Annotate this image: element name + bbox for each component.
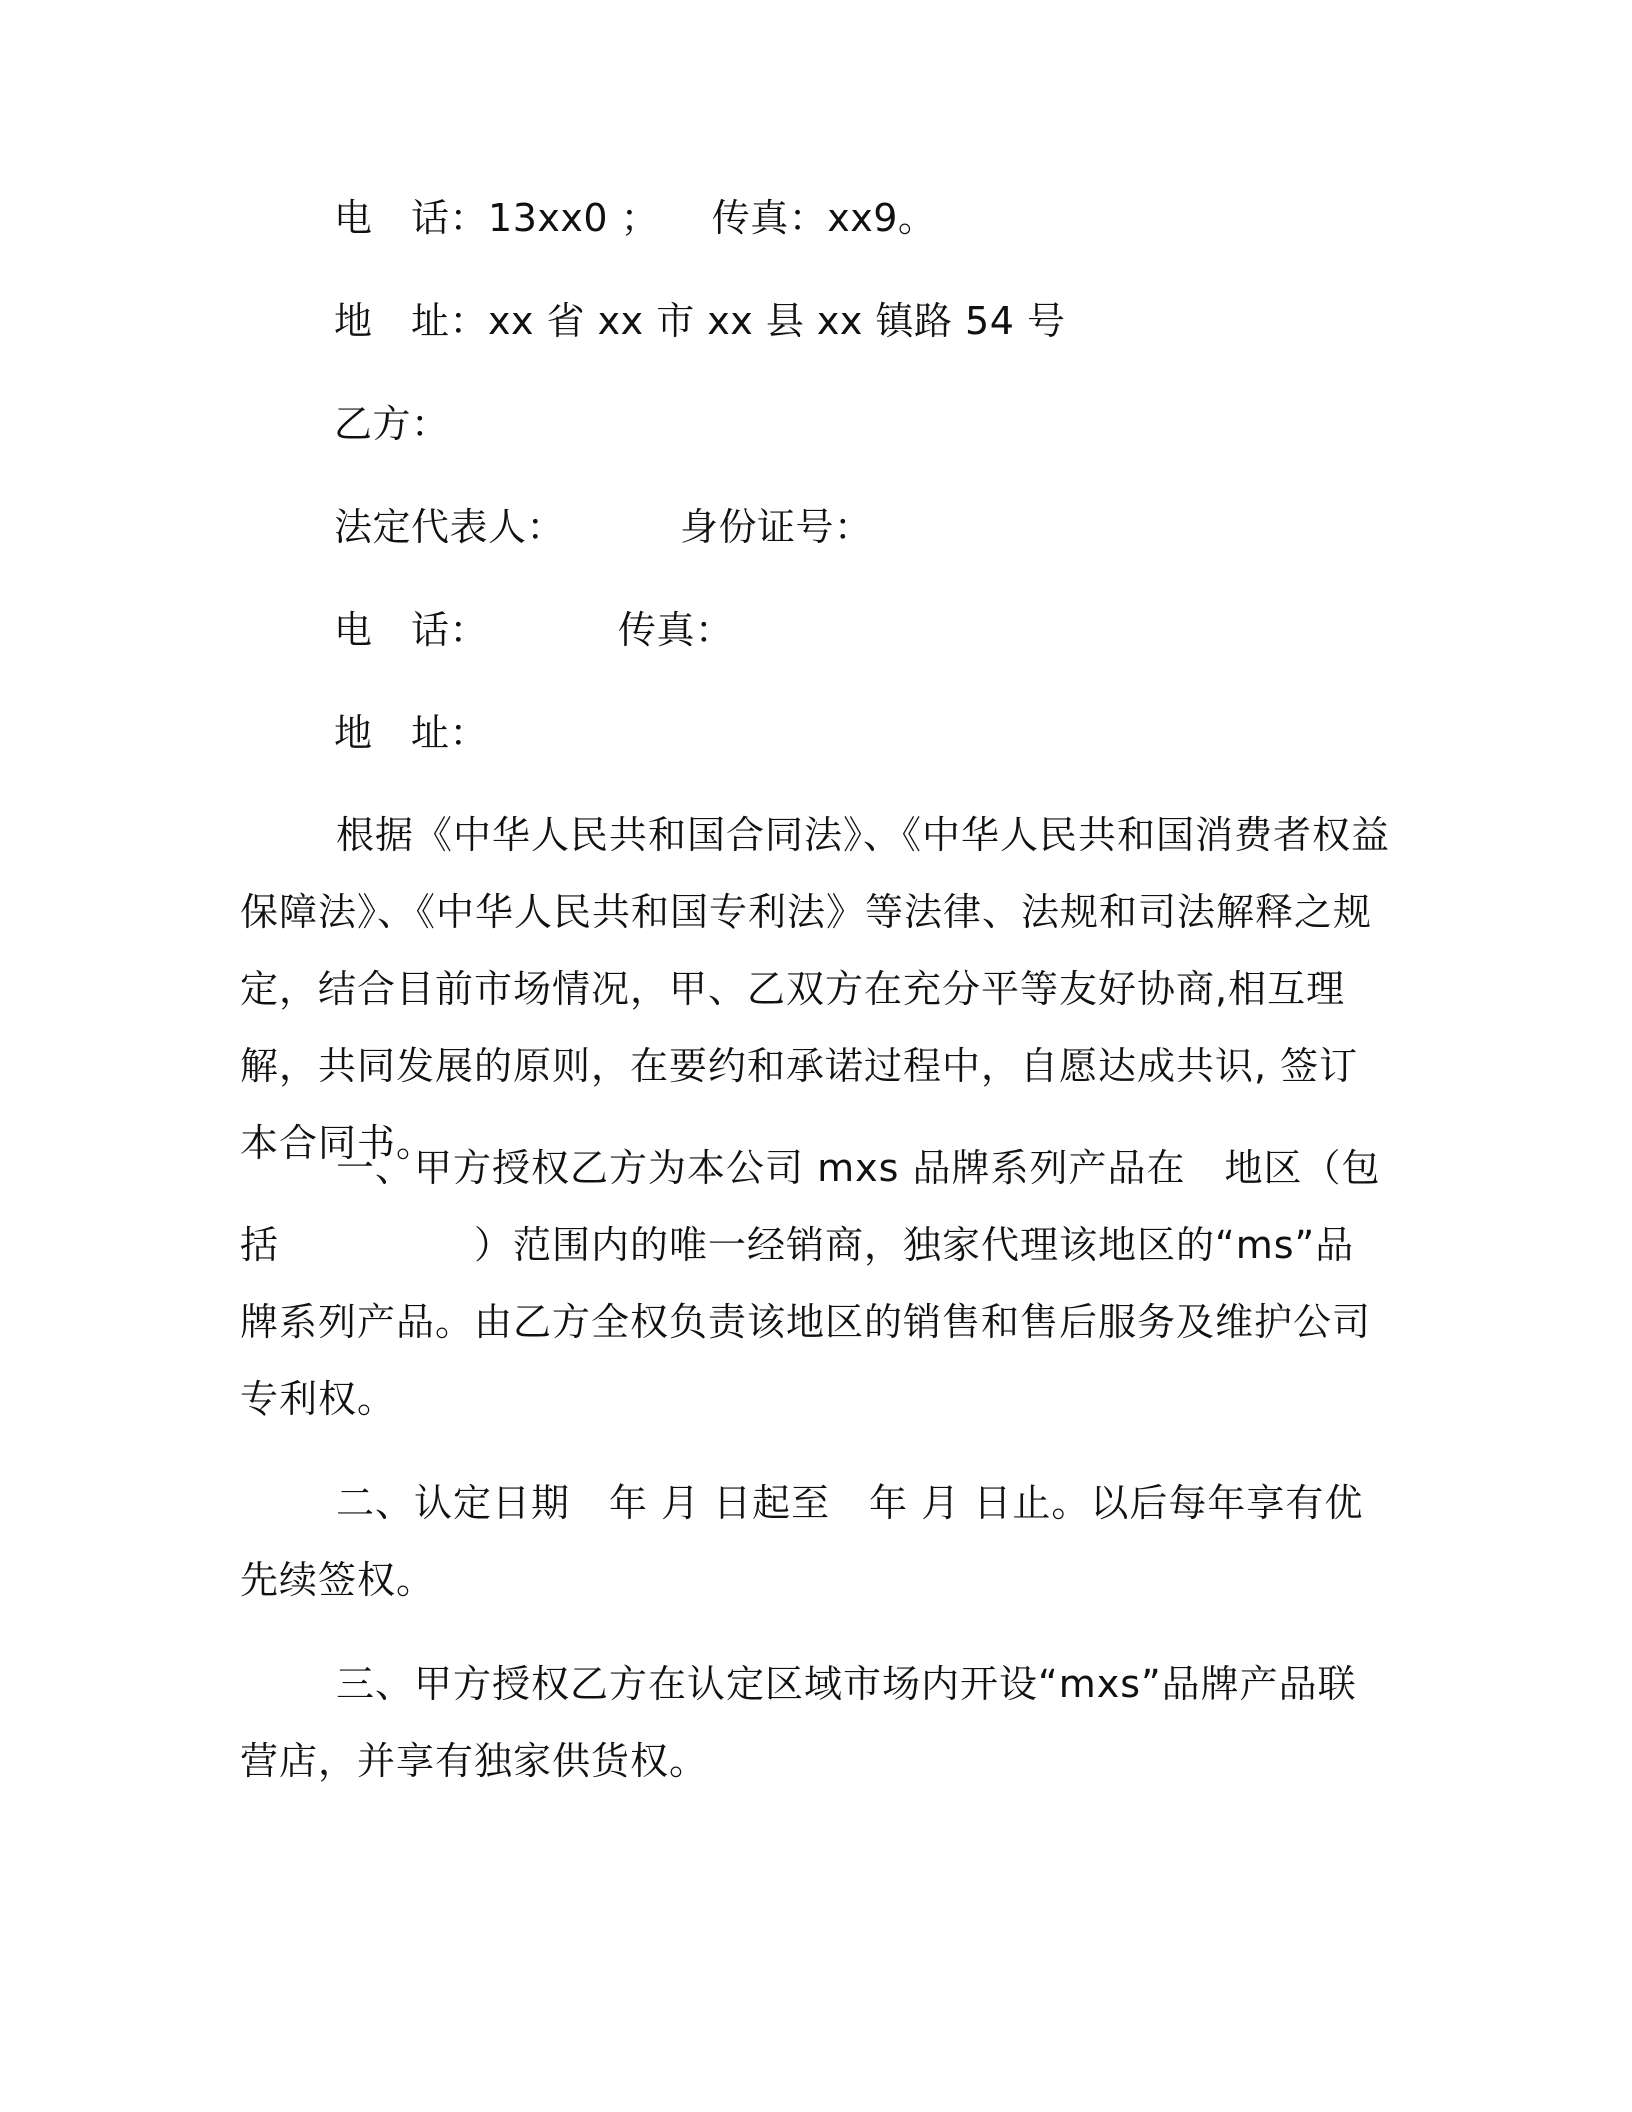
party-b-phone-label: 电 话： <box>334 608 489 652</box>
party-a-fax-label: 传真： <box>711 196 828 240</box>
clause-3-paragraph: 三、甲方授权乙方在认定区域市场内开设“mxs”品牌产品联营店，并享有独家供货权。 <box>240 1662 1357 1783</box>
party-b-legal-rep-line <box>334 502 873 552</box>
party-a-phone-label: 电 话： <box>334 196 489 240</box>
party-b-label: 乙方： <box>334 402 450 446</box>
party-a-address-value: xx 省 xx 市 xx 县 xx 镇路 54 号 <box>488 299 1066 343</box>
clause-2-paragraph: 二、认定日期 年 月 日起至 年 月 日止。以后每年享有优先续签权。 <box>240 1481 1364 1602</box>
party-a-address-line <box>334 296 1066 346</box>
party-b-address-label: 地 址： <box>334 711 489 755</box>
party-b-id-label: 身份证号： <box>680 505 873 549</box>
party-a-phone-line <box>334 193 936 243</box>
party-a-fax-value: xx9。 <box>827 196 937 240</box>
clause-1-paragraph: 一、甲方授权乙方为本公司 mxs 品牌系列产品在 地区（包括 ）范围内的唯一经销商，独家代理该地区的“ms”品牌系列产品。由乙方全权负责该地区的销售和售后服务及维护公司专利权。 <box>240 1146 1381 1421</box>
party-a-phone-value: 13xx0 ； <box>488 196 660 240</box>
party-b-legal-rep-label: 法定代表人： <box>334 505 566 549</box>
party-a-address-label: 地 址： <box>334 299 489 343</box>
party-b-fax-label: 传真： <box>618 608 734 652</box>
preamble-paragraph: 根据《中华人民共和国合同法》、《中华人民共和国消费者权益保障法》、《中华人民共和国专利法》等法律、法规和司法解释之规定，结合目前市场情况，甲、乙双方在充分平等友好协商,相互理解，共同发展的原则，在要约和承诺过程中，自愿达成共识, 签订本合同书。 <box>240 813 1391 1165</box>
party-b-phone-line <box>334 605 734 655</box>
